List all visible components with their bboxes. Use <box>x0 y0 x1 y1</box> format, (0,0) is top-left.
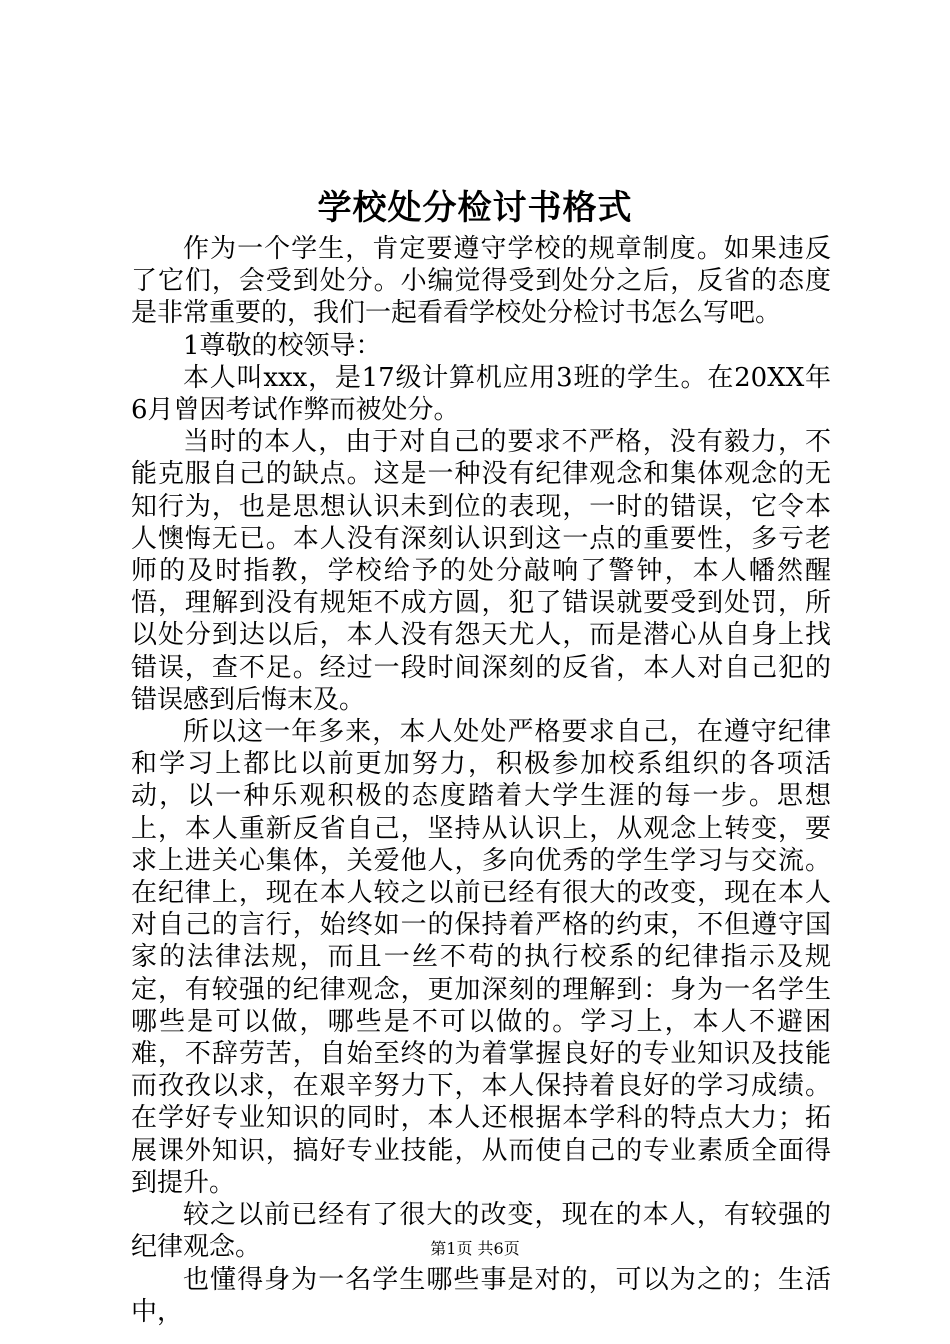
paragraph-improvement: 所以这一年多来，本人处处严格要求自己，在遵守纪律和学习上都比以前更加努力，积极参加校系组织的各项活动，以一种乐观积极的态度踏着大学生涯的每一步。思想上，本人重新反省自己，坚持从认识上，从观念上转变，要求上进关心集体，关爱他人，多向优秀的学生学习与交流。在纪律上，现在本人较之以前已经有很大的改变，现在本人对自己的言行，始终如一的保持着严格的约束，不但遵守国家的法律法规，而且一丝不苟的执行校系的纪律指示及规定，有较强的纪律观念，更加深刻的理解到：身为一名学生哪些是可以做，哪些是不可以做的。学习上，本人不避困难，不辞劳苦，自始至终的为着掌握良好的专业知识及技能而孜孜以求，在艰辛努力下，本人保持着良好的学习成绩。在学好专业知识的同时，本人还根据本学科的特点大力；拓展课外知识，搞好专业技能，从而使自己的专业素质全面得到提升。 <box>131 717 831 1198</box>
paragraph-reflection: 当时的本人，由于对自己的要求不严格，没有毅力，不能克服自己的缺点。这是一种没有纪律观念和集体观念的无知行为，也是思想认识未到位的表现，一时的错误，它令本人懊悔无已。本人没有深刻认识到这一点的重要性，多亏老师的及时指教，学校给予的处分敲响了警钟，本人幡然醒悟，理解到没有规矩不成方圆，犯了错误就要受到处罚，所以处分到达以后，本人没有怨天尤人，而是潜心从自身上找错误，查不足。经过一段时间深刻的反省，本人对自己犯的错误感到后悔末及。 <box>131 427 831 715</box>
document-title: 学校处分检讨书格式 <box>317 188 633 228</box>
paragraph-identity: 本人叫xxx，是17级计算机应用3班的学生。在20XX年6月曾因考试作弊而被处分。 <box>131 362 831 426</box>
document-body <box>131 233 831 1328</box>
paragraph-understanding: 也懂得身为一名学生哪些事是对的，可以为之的；生活中， <box>131 1264 831 1327</box>
paragraph-change: 较之以前已经有了很大的改变，现在的本人，有较强的纪律观念。 <box>131 1200 831 1263</box>
paragraph-intro: 作为一个学生，肯定要遵守学校的规章制度。如果违反了它们，会受到处分。小编觉得受到处分之后，反省的态度是非常重要的，我们一起看看学校处分检讨书怎么写吧。 <box>131 234 831 329</box>
page-number-footer: 第1页 共6页 <box>430 1239 520 1258</box>
paragraph-salutation: 1尊敬的校领导： <box>183 330 382 361</box>
